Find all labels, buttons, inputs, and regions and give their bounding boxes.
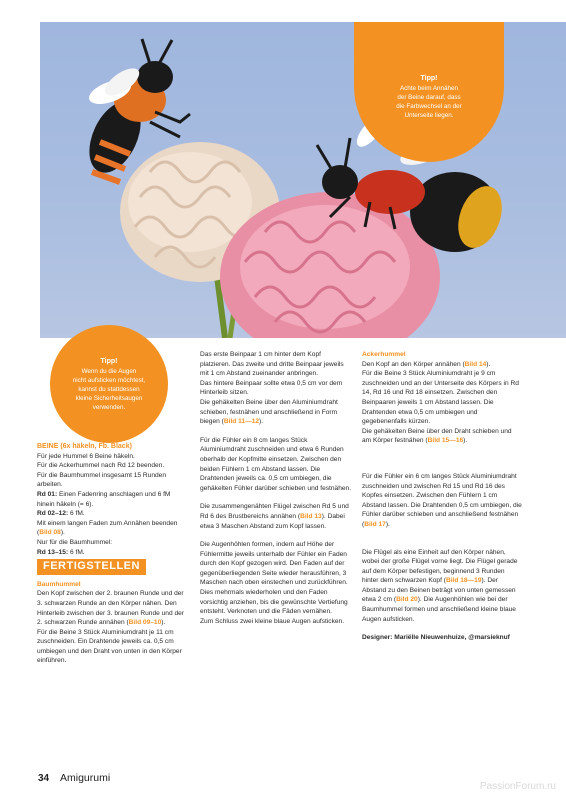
paragraph: Die Flügel als eine Einheit auf den Körper nähen, wobei der große Flügel vorne liegt. Die Flügel gerade auf dem Körper befestigen, beginnend 3 Runden hinter dem schwarzen Kopf (Bild 18—19). Der Abstand zu den Beinen beträgt von unten gemessen etwa 2 cm (Bild 20). Die Augenhöhlen wie bei der Baumhummel formen und anschließend kleine blaue Augen aufsticken. <box>362 548 518 623</box>
paragraph: Die zusammengenähten Flügel zwischen Rd 5 und Rd 6 des Brustbereichs annähen (Bild 13). Dabei etwa 3 Maschen Abstand zum Kopf lassen. <box>200 503 349 530</box>
image-ref: Bild 11—12 <box>223 418 260 426</box>
text-column-3 <box>362 350 522 652</box>
round-instruction <box>37 490 187 509</box>
paragraph: Die gehäkelten Beine über den Aluminiumdraht schieben, festnähen und anschließend in Form biegen (Bild 11—12). <box>200 398 338 426</box>
image-ref: Bild 08 <box>39 529 61 537</box>
round-label: Rd 13–15: <box>37 548 69 556</box>
image-ref: Bild 14 <box>464 360 487 368</box>
image-ref: Bild 09–10 <box>128 619 162 627</box>
round-text: 6 fM. <box>68 510 85 518</box>
paragraph: Für die Ackerhummel nach Rd 12 beenden. <box>37 462 165 470</box>
tip-line: kannst du stattdessen <box>78 385 140 393</box>
text-column-2 <box>200 350 352 635</box>
paragraph: Mit einem langen Faden zum Annähen beenden (Bild 08). <box>37 519 178 537</box>
paragraph: Für die Fühler ein 6 cm langes Stück Aluminiumdraht zuschneiden und zwischen Rd 15 und Rd 16 des Kopfes einsetzen. Zwischen den Fühlern 1 cm Abstand lassen. Die Drahtenden 0,5 cm umbiegen, die Fühler darüber schieben und anschließend festnähen (Bild 17). <box>362 472 522 528</box>
paragraph: Für jede Hummel 6 Beine häkeln. <box>37 452 135 460</box>
round-instruction <box>37 509 187 519</box>
tip-line: der Beine darauf, dass <box>397 94 461 101</box>
image-ref: Bild 17 <box>364 520 386 528</box>
round-text: 6 fM. <box>68 548 85 556</box>
page-number: 34 <box>38 773 50 784</box>
designer-credit: Designer: Mariëlle Nieuwenhuize, @marsieknuf <box>362 634 510 642</box>
magazine-name: Amigurumi <box>60 772 111 784</box>
image-ref: Bild 18—19 <box>445 577 482 585</box>
paragraph: Das erste Beinpaar 1 cm hinter dem Kopf platzieren. Das zweite und dritte Beinpaar jeweils mit 1 cm Abstand zueinander anbringen. <box>200 351 344 378</box>
image-ref: Bild 20 <box>396 596 418 604</box>
round-label: Rd 01: <box>37 490 58 498</box>
image-ref: Bild 15—16 <box>427 437 464 445</box>
paragraph: Für die Beine 3 Stück Aluminiumdraht je 11 cm zuschneiden. Ein Drahtende jeweils ca. 0,5 cm umbiegen und den Draht von unten in den Körper einführen. <box>37 628 182 665</box>
watermark: PassionForum.ru <box>479 781 556 792</box>
paragraph: Die gehäkelten Beine über den Draht schieben und am Körper festnähen (Bild 15—16). <box>362 427 512 445</box>
image-ref: Bild 13 <box>300 512 322 520</box>
round-text: Einen Fadenring anschlagen und 6 fM hinein häkeln (= 6). <box>37 490 171 508</box>
tip-line: Achte beim Annähen <box>399 85 459 92</box>
paragraph: Nur für die Baumhummel: <box>37 538 113 546</box>
section-heading: FERTIGSTELLEN <box>37 559 146 575</box>
tip-line: kleine Sicherheitsaugen <box>75 394 143 402</box>
paragraph: Das hintere Beinpaar sollte etwa 0,5 cm vor dem Hinterleib sitzen. <box>200 379 343 397</box>
tip-line: die Farbwechsel an der <box>396 103 462 110</box>
tip-title: Tipp! <box>420 75 438 82</box>
text-column-1 <box>37 442 187 666</box>
paragraph: Für die Fühler ein 8 cm langes Stück Aluminiumdraht zuschneiden und etwa 6 Runden oberhalb der Kopfmitte einsetzen. Zwischen den beiden Fühlern 1 cm Abstand lassen. Die Drahtenden jeweils ca. 0,5 cm umbiegen, die gehäkelten Fühler darüber schieben und festnähen. <box>200 436 352 492</box>
tip-badge-left <box>50 325 168 443</box>
beine-heading: BEINE (6x häkeln, Fb. Black) <box>37 443 132 450</box>
subheading-ackerhummel: Ackerhummel <box>362 351 406 358</box>
tip-line: nicht aufsticken möchtest, <box>72 376 146 384</box>
tip-line: Wenn du die Augen <box>81 367 137 375</box>
paragraph: Die Augenhöhlen formen, indem auf Höhe der Fühlermitte jeweils unterhalb der Fühler ein Faden durch den Kopf gezogen wird. Den Faden auf der gegenüberliegenden Seite wieder herausführen, 3 Maschen nach oben einstechen und zurückführen. Dies mehrmals wiederholen und den Faden vorsichtig anziehen, bis die gewünschte Vertiefung entsteht. Verknoten und die Fäden vernähen. <box>200 541 348 616</box>
tip-line: verwenden. <box>92 403 126 411</box>
paragraph: Zum Schluss zwei kleine blaue Augen aufsticken. <box>200 617 345 625</box>
tip-line: Unterseite liegen. <box>404 112 454 119</box>
round-label: Rd 02–12: <box>37 510 69 518</box>
paragraph: Für die Baumhummel insgesamt 15 Runden arbeiten. <box>37 471 167 489</box>
tip-title: Tipp! <box>100 357 118 365</box>
paragraph: Den Kopf an den Körper annähen (Bild 14). <box>362 360 491 368</box>
subheading-baumhummel: Baumhummel <box>37 580 81 588</box>
paragraph: Für die Beine 3 Stück Aluminiumdraht je 9 cm zuschneiden und an der Unterseite des Körpers in Rd 14, Rd 16 und Rd 18 einsetzen. Zwischen den Beinpaaren jeweils 1 cm Abstand lassen. Die Drahtenden etwa 0,5 cm umbiegen und gegebenenfalls kürzen. <box>362 370 519 426</box>
round-instruction <box>37 548 187 558</box>
paragraph: Den Kopf zwischen der 2. braunen Runde und der 3. schwarzen Runde an den Körper nähen. Den Hinterleib zwischen der 3. braunen Runde und der 2. schwarzen Runde annähen (Bild 09–10). <box>37 590 184 627</box>
